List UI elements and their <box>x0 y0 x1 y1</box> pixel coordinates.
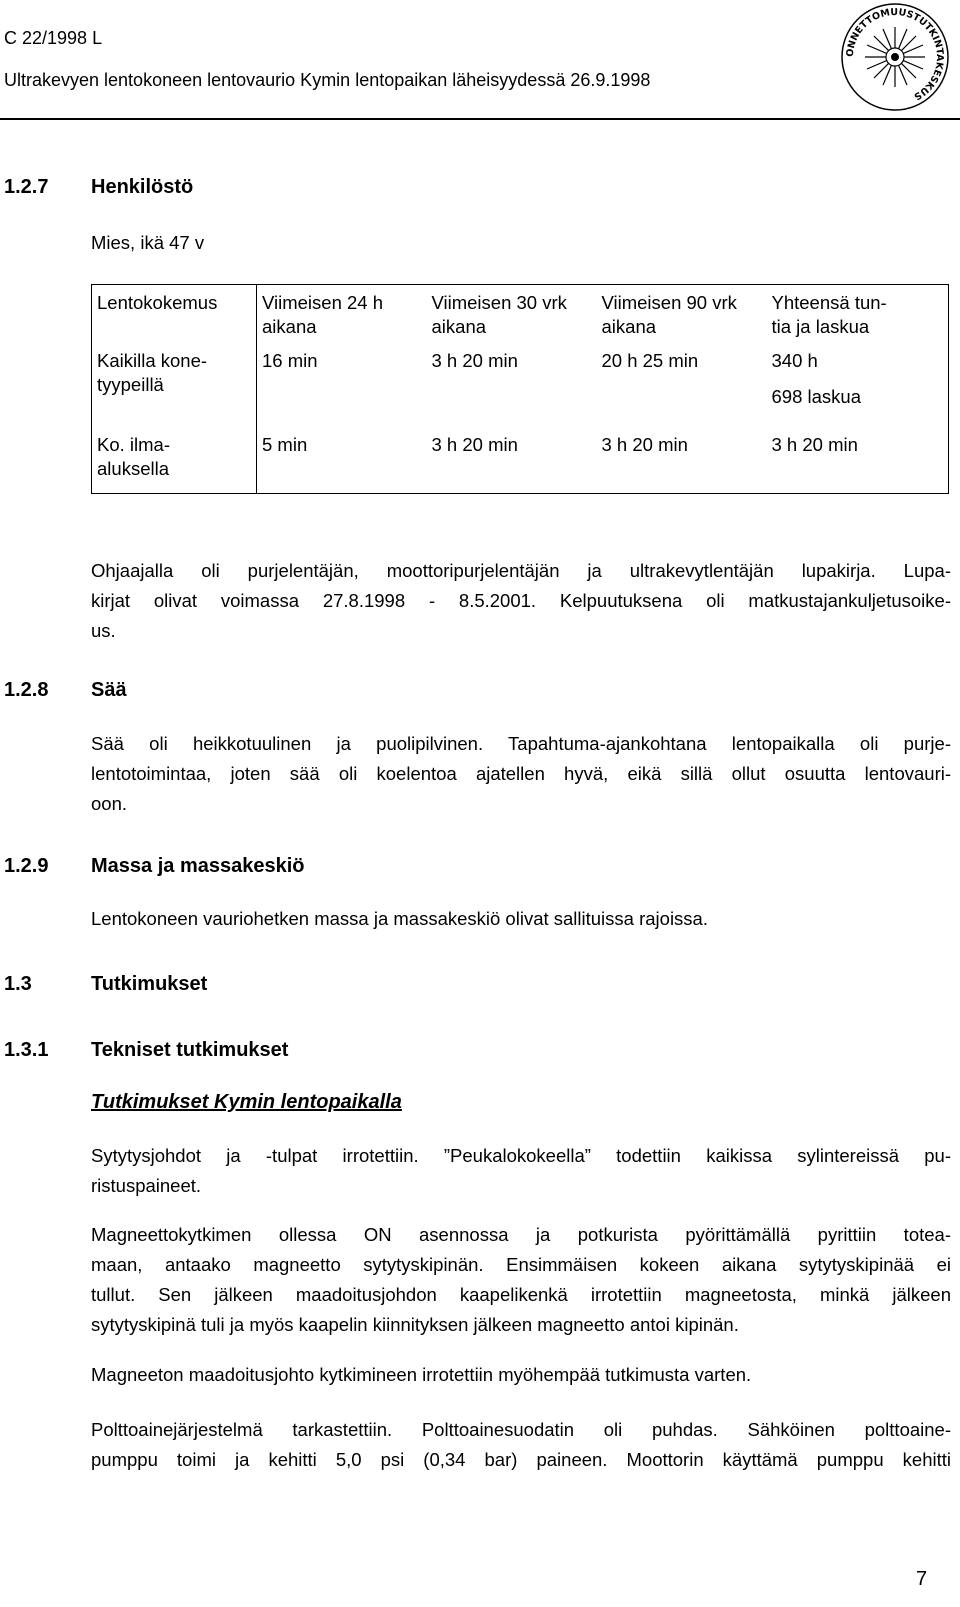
table-cell: 3 h 20 min <box>771 434 858 455</box>
flight-experience-table <box>91 284 949 494</box>
table-cell: 3 h 20 min <box>431 350 518 371</box>
section-title-massa: Massa ja massakeskiö <box>91 855 305 877</box>
table-header-cell: Viimeisen 30 vrk aikana <box>431 292 567 337</box>
document-id: C 22/1998 L <box>4 28 103 48</box>
table-cell: 20 h 25 min <box>601 350 699 371</box>
table-row-label: Kaikilla kone- tyypeillä <box>92 343 257 427</box>
person-description-text: Mies, ikä 47 v <box>91 232 205 253</box>
section-title-henkilosto: Henkilöstö <box>91 176 194 198</box>
table-cell: 3 h 20 min <box>601 434 688 455</box>
agency-seal-logo <box>840 2 950 112</box>
table-row-label: Ko. ilma- aluksella <box>92 427 257 494</box>
ground-wire-paragraph: Magneeton maadoitusjohto kytkimineen irrotettiin myöhempää tutkimusta varten. <box>91 1364 752 1385</box>
section-number-1-2-8: 1.2.8 <box>4 679 49 701</box>
section-title-saa: Sää <box>91 679 127 701</box>
table-cell: 340 h 698 laskua <box>771 350 861 407</box>
person-description <box>91 228 951 258</box>
page-number: 7 <box>916 1568 928 1590</box>
table-header-cell: Viimeisen 24 h aikana <box>262 292 384 337</box>
fuel-system-paragraph: Polttoainejärjestelmä tarkastettiin. Polttoainesuodatin oli puhdas. Sähköinen polttoaine- pumppu toimi ja kehitti 5,0 psi (0,34 bar) paineen. Moottorin käyttämä pumppu kehitti <box>91 1419 951 1470</box>
header-divider <box>0 118 960 120</box>
license-paragraph: Ohjaajalla oli purjelentäjän, moottoripurjelentäjän ja ultrakevytlentäjän lupakirja. Lupa- kirjat olivat voimassa 27.8.1998 - 8.5.2001. Kelpuutuksena oli matkustajankuljetusoike- us. <box>91 560 951 641</box>
section-number-1-2-9: 1.2.9 <box>4 855 49 877</box>
section-number-1-3-1: 1.3.1 <box>4 1039 49 1061</box>
spark-plug-paragraph: Sytytysjohdot ja -tulpat irrotettiin. ”Peukalokokeella” todettiin kaikissa sylintereissä pu- ristuspaineet. <box>91 1145 951 1196</box>
section-title-tutkimukset: Tutkimukset <box>91 973 208 995</box>
table-row <box>92 343 949 427</box>
subsection-title-kymi: Tutkimukset Kymin lentopaikalla <box>91 1091 402 1113</box>
magneto-paragraph: Magneettokytkimen ollessa ON asennossa ja potkurista pyörittämällä pyrittiin totea- maan, antaako magneetto sytytyskipinän. Ensimmäisen kokeen aikana sytytyskipinää ei tullut. Sen jälkeen maadoitusjohdon kaapelikenkä irrotettiin magneetosta, minkä jälkeen sytytyskipinä tuli ja myös kaapelin kiinnityksen jälkeen magneetto antoi kipinän. <box>91 1224 951 1335</box>
table-header-cell: Viimeisen 90 vrk aikana <box>601 292 737 337</box>
section-title-tekniset: Tekniset tutkimukset <box>91 1039 289 1061</box>
table-header-row <box>92 285 949 344</box>
table-row <box>92 427 949 494</box>
mass-paragraph: Lentokoneen vauriohetken massa ja massakeskiö olivat sallituissa rajoissa. <box>91 908 708 929</box>
table-cell: 5 min <box>262 434 308 455</box>
document-title: Ultrakevyen lentokoneen lentovaurio Kymin lentopaikan läheisyydessä 26.9.1998 <box>4 70 651 90</box>
table-cell: 3 h 20 min <box>431 434 518 455</box>
svg-text:ONNETTOMUUSTUTKINTAKESKUS: ONNETTOMUUSTUTKINTAKESKUS <box>844 6 946 102</box>
section-number-1-3: 1.3 <box>4 973 32 995</box>
section-number-1-2-7: 1.2.7 <box>4 176 49 198</box>
table-header-cell: Yhteensä tun- tia ja laskua <box>771 292 887 337</box>
table-cell: 16 min <box>262 350 318 371</box>
table-header-cell: Lentokokemus <box>92 285 257 344</box>
weather-paragraph: Sää oli heikkotuulinen ja puolipilvinen. Tapahtuma-ajankohtana lentopaikalla oli purje- lentotoimintaa, joten sää oli koelentoa ajatellen hyvä, eikä sillä ollut osuutta lentovauri- oon. <box>91 733 951 814</box>
